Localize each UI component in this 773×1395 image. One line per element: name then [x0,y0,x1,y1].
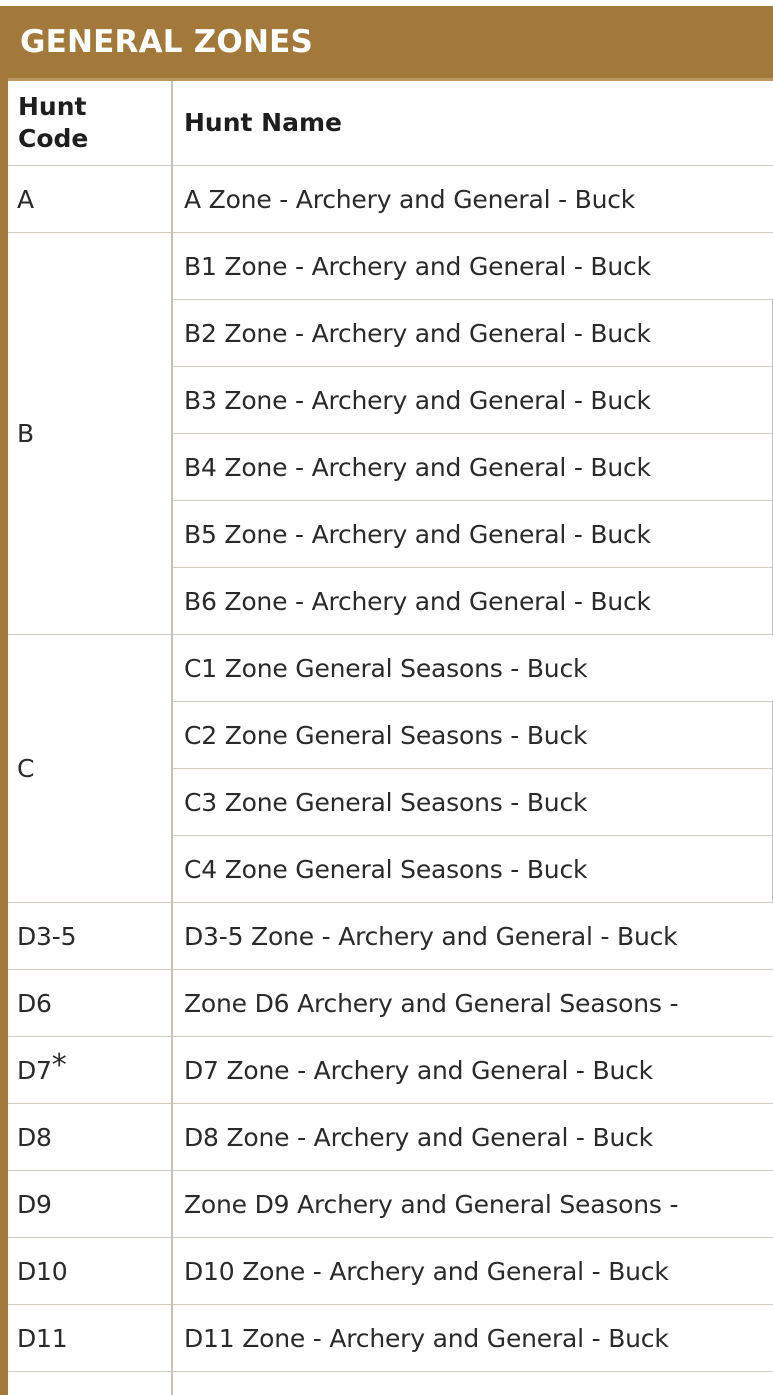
hunt-code-header-line2: Code [18,124,89,153]
hunt-code: D11 [17,1323,68,1353]
table-row [8,903,773,970]
hunt-name-cell: C2 Zone General Seasons - Buck [172,702,773,769]
hunt-code: D6 [17,988,52,1018]
hunt-code: C [17,754,35,783]
hunt-name-cell [172,1372,773,1395]
hunt-code-cell [8,635,172,903]
hunt-code: D7 [17,1055,52,1085]
hunt-name-cell: D8 Zone - Archery and General - Buck [172,1104,773,1171]
hunt-table [8,81,773,1395]
hunt-code-cell [8,1238,172,1305]
hunt-code: D8 [17,1122,52,1152]
hunt-code-cell [8,970,172,1037]
hunt-code-header-line1: Hunt [18,92,87,121]
table-row [8,1238,773,1305]
hunt-code: D3-5 [17,921,77,951]
table-row [8,1171,773,1238]
hunt-name-cell: B4 Zone - Archery and General - Buck [172,434,773,501]
footnote-marker: * [51,1047,67,1083]
hunt-code-cell [8,1171,172,1238]
table-body [8,166,773,1395]
table-title: GENERAL ZONES [8,6,773,81]
hunt-name-cell: D11 Zone - Archery and General - Buck [172,1305,773,1372]
table-row [8,233,773,300]
hunt-code: D9 [17,1189,52,1219]
hunt-name-cell: B3 Zone - Archery and General - Buck [172,367,773,434]
hunt-table-panel [0,6,773,1395]
hunt-code-cell [8,1372,172,1395]
hunt-name-cell: D10 Zone - Archery and General - Buck [172,1238,773,1305]
table-row [8,970,773,1037]
hunt-code: D10 [17,1256,68,1286]
table-row [8,1037,773,1104]
hunt-name-cell: A Zone - Archery and General - Buck [172,166,773,233]
hunt-name-cell: B5 Zone - Archery and General - Buck [172,501,773,568]
hunt-code-cell [8,1104,172,1171]
table-row [8,1305,773,1372]
hunt-code-cell [8,1037,172,1104]
hunt-name-cell: D3-5 Zone - Archery and General - Buck [172,903,773,970]
hunt-code-cell [8,166,172,233]
hunt-name-cell: C4 Zone General Seasons - Buck [172,836,773,903]
hunt-code: B [17,419,34,448]
table-row [8,1104,773,1171]
hunt-name-cell: Zone D9 Archery and General Seasons - [172,1171,773,1238]
header-row [8,81,773,166]
hunt-name-cell: C1 Zone General Seasons - Buck [172,635,773,702]
hunt-name-header: Hunt Name [172,81,773,166]
hunt-name-cell: B1 Zone - Archery and General - Buck [172,233,773,300]
hunt-code-cell [8,903,172,970]
hunt-code-cell [8,1305,172,1372]
table-row [8,635,773,702]
table-row [8,166,773,233]
hunt-name-cell: C3 Zone General Seasons - Buck [172,769,773,836]
hunt-name-cell: B2 Zone - Archery and General - Buck [172,300,773,367]
hunt-name-cell: Zone D6 Archery and General Seasons - [172,970,773,1037]
hunt-code-cell [8,233,172,635]
hunt-code: A [17,184,34,214]
hunt-name-cell: B6 Zone - Archery and General - Buck [172,568,773,635]
table-row-partial [8,1372,773,1395]
hunt-code-header [8,81,172,166]
hunt-name-cell: D7 Zone - Archery and General - Buck [172,1037,773,1104]
